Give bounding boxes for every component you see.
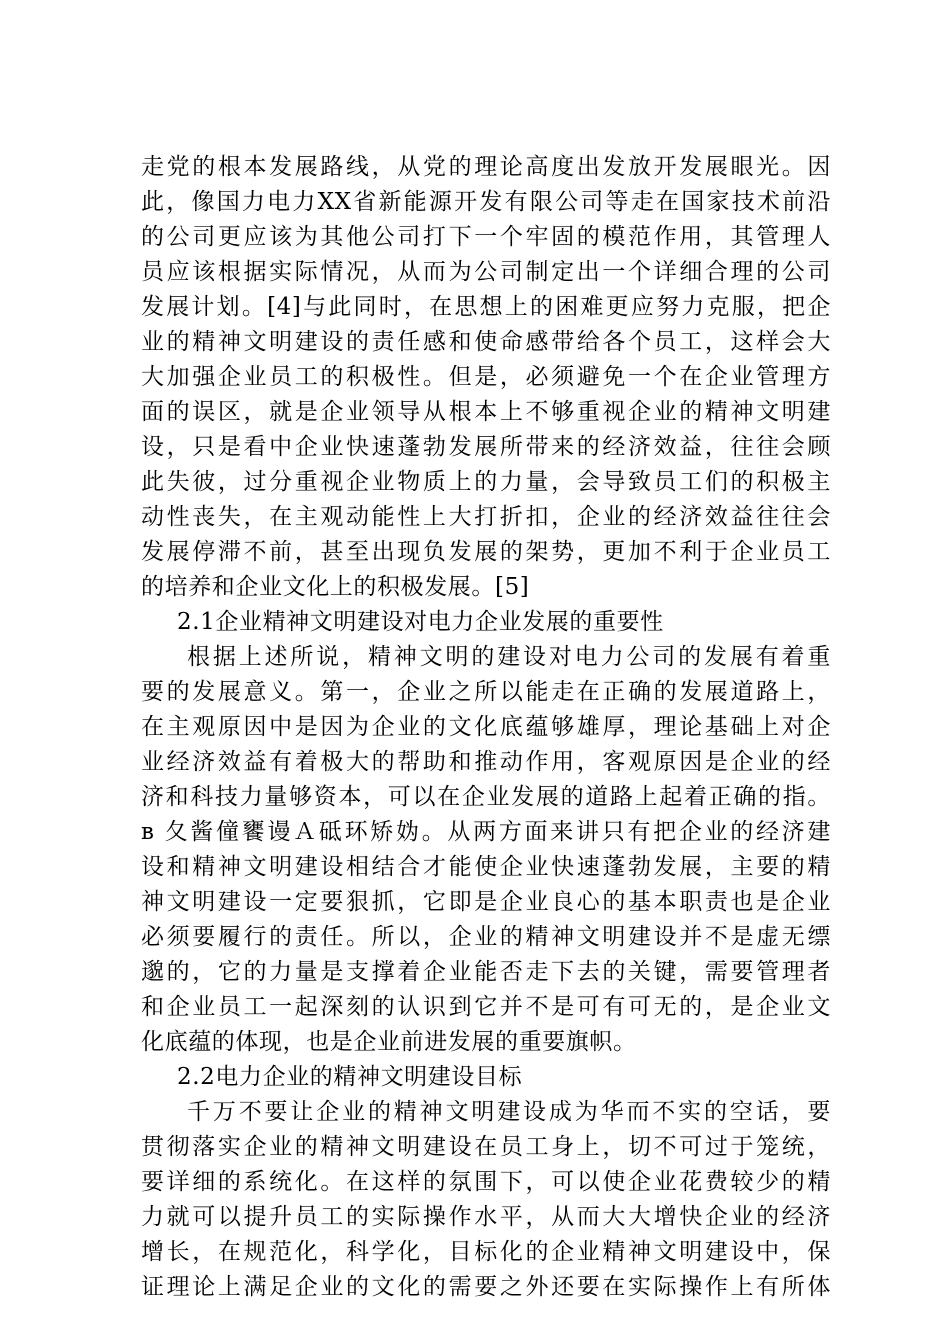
text-line: 业经济效益有着极大的帮助和推动作用，客观原因是企业的经	[141, 749, 831, 775]
text-line: 增长，在规范化，科学化，目标化的企业精神文明建设中，保	[141, 1239, 831, 1265]
text-line: 设和精神文明建设相结合才能使企业快速蓬勃发展，主要的精	[141, 854, 831, 880]
text-line: 化底蕴的体现，也是企业前进发展的重要旗帜。	[141, 1029, 637, 1055]
text-line: 贯彻落实企业的精神文明建设在员工身上，切不可过于笼统，	[141, 1134, 831, 1160]
text-line: 神文明建设一定要狠抓，它即是企业良心的基本职责也是企业	[141, 889, 831, 915]
document-page	[141, 150, 831, 1305]
text-line: 证理论上满足企业的文化的需要之外还要在实际操作上有所体	[141, 1274, 831, 1300]
text-line: 走党的根本发展路线，从党的理论高度出发放开发展眼光。因	[141, 154, 831, 180]
text-line: 根据上述所说，精神文明的建设对电力公司的发展有着重	[187, 644, 831, 670]
text-line: 必须要履行的责任。所以，企业的精神文明建设并不是虚无缥	[141, 924, 831, 950]
text-line: 大加强企业员工的积极性。但是，必须避免一个在企业管理方	[141, 364, 831, 390]
text-line: 要详细的系统化。在这样的氛围下，可以使企业花费较少的精	[141, 1169, 831, 1195]
text-line: 此，像国力电力XX省新能源开发有限公司等走在国家技术前沿	[141, 189, 831, 215]
text-line: 发展停滞不前，甚至出现负发展的架势，更加不利于企业员工	[141, 539, 831, 565]
text-line: 员应该根据实际情况，从而为公司制定出一个详细合理的公司	[141, 259, 831, 285]
text-line: ʙ 夂酱僮饔谩Ａ砥环矫妫。从两方面来讲只有把企业的经济建	[141, 819, 831, 845]
text-line: 邈的，它的力量是支撑着企业能否走下去的关键，需要管理者	[141, 959, 831, 985]
text-line: 业的精神文明建设的责任感和使命感带给各个员工，这样会大	[141, 329, 831, 355]
text-line: 千万不要让企业的精神文明建设成为华而不实的空话，要	[187, 1099, 831, 1125]
text-line: 济和科技力量够资本，可以在企业发展的道路上起着正确的指。	[141, 784, 831, 810]
paragraph-importance	[141, 640, 831, 1060]
text-line: 的公司更应该为其他公司打下一个牢固的模范作用，其管理人	[141, 224, 831, 250]
text-line: 设，只是看中企业快速蓬勃发展所带来的经济效益，往往会顾	[141, 434, 831, 460]
text-line: 此失彼，过分重视企业物质上的力量，会导致员工们的积极主	[141, 469, 831, 495]
text-line: 动性丧失，在主观动能性上大打折扣，企业的经济效益往往会	[141, 504, 831, 530]
section-heading-2-1	[141, 605, 831, 640]
text-line: 的培养和企业文化上的积极发展。[5]	[141, 574, 530, 600]
section-heading: 2.2电力企业的精神文明建设目标	[177, 1064, 523, 1090]
text-line: 力就可以提升员工的实际操作水平，从而大大增快企业的经济	[141, 1204, 831, 1230]
text-line: 要的发展意义。第一，企业之所以能走在正确的发展道路上，	[141, 679, 831, 705]
paragraph-goals	[141, 1095, 831, 1305]
text-line: 在主观原因中是因为企业的文化底蕴够雄厚，理论基础上对企	[141, 714, 831, 740]
section-heading-2-2	[141, 1060, 831, 1095]
section-heading: 2.1企业精神文明建设对电力企业发展的重要性	[177, 609, 664, 635]
text-line: 面的误区，就是企业领导从根本上不够重视企业的精神文明建	[141, 399, 831, 425]
paragraph-intro	[141, 150, 831, 605]
text-line: 发展计划。[4]与此同时，在思想上的困难更应努力克服，把企	[141, 294, 831, 320]
text-line: 和企业员工一起深刻的认识到它并不是可有可无的，是企业文	[141, 994, 831, 1020]
